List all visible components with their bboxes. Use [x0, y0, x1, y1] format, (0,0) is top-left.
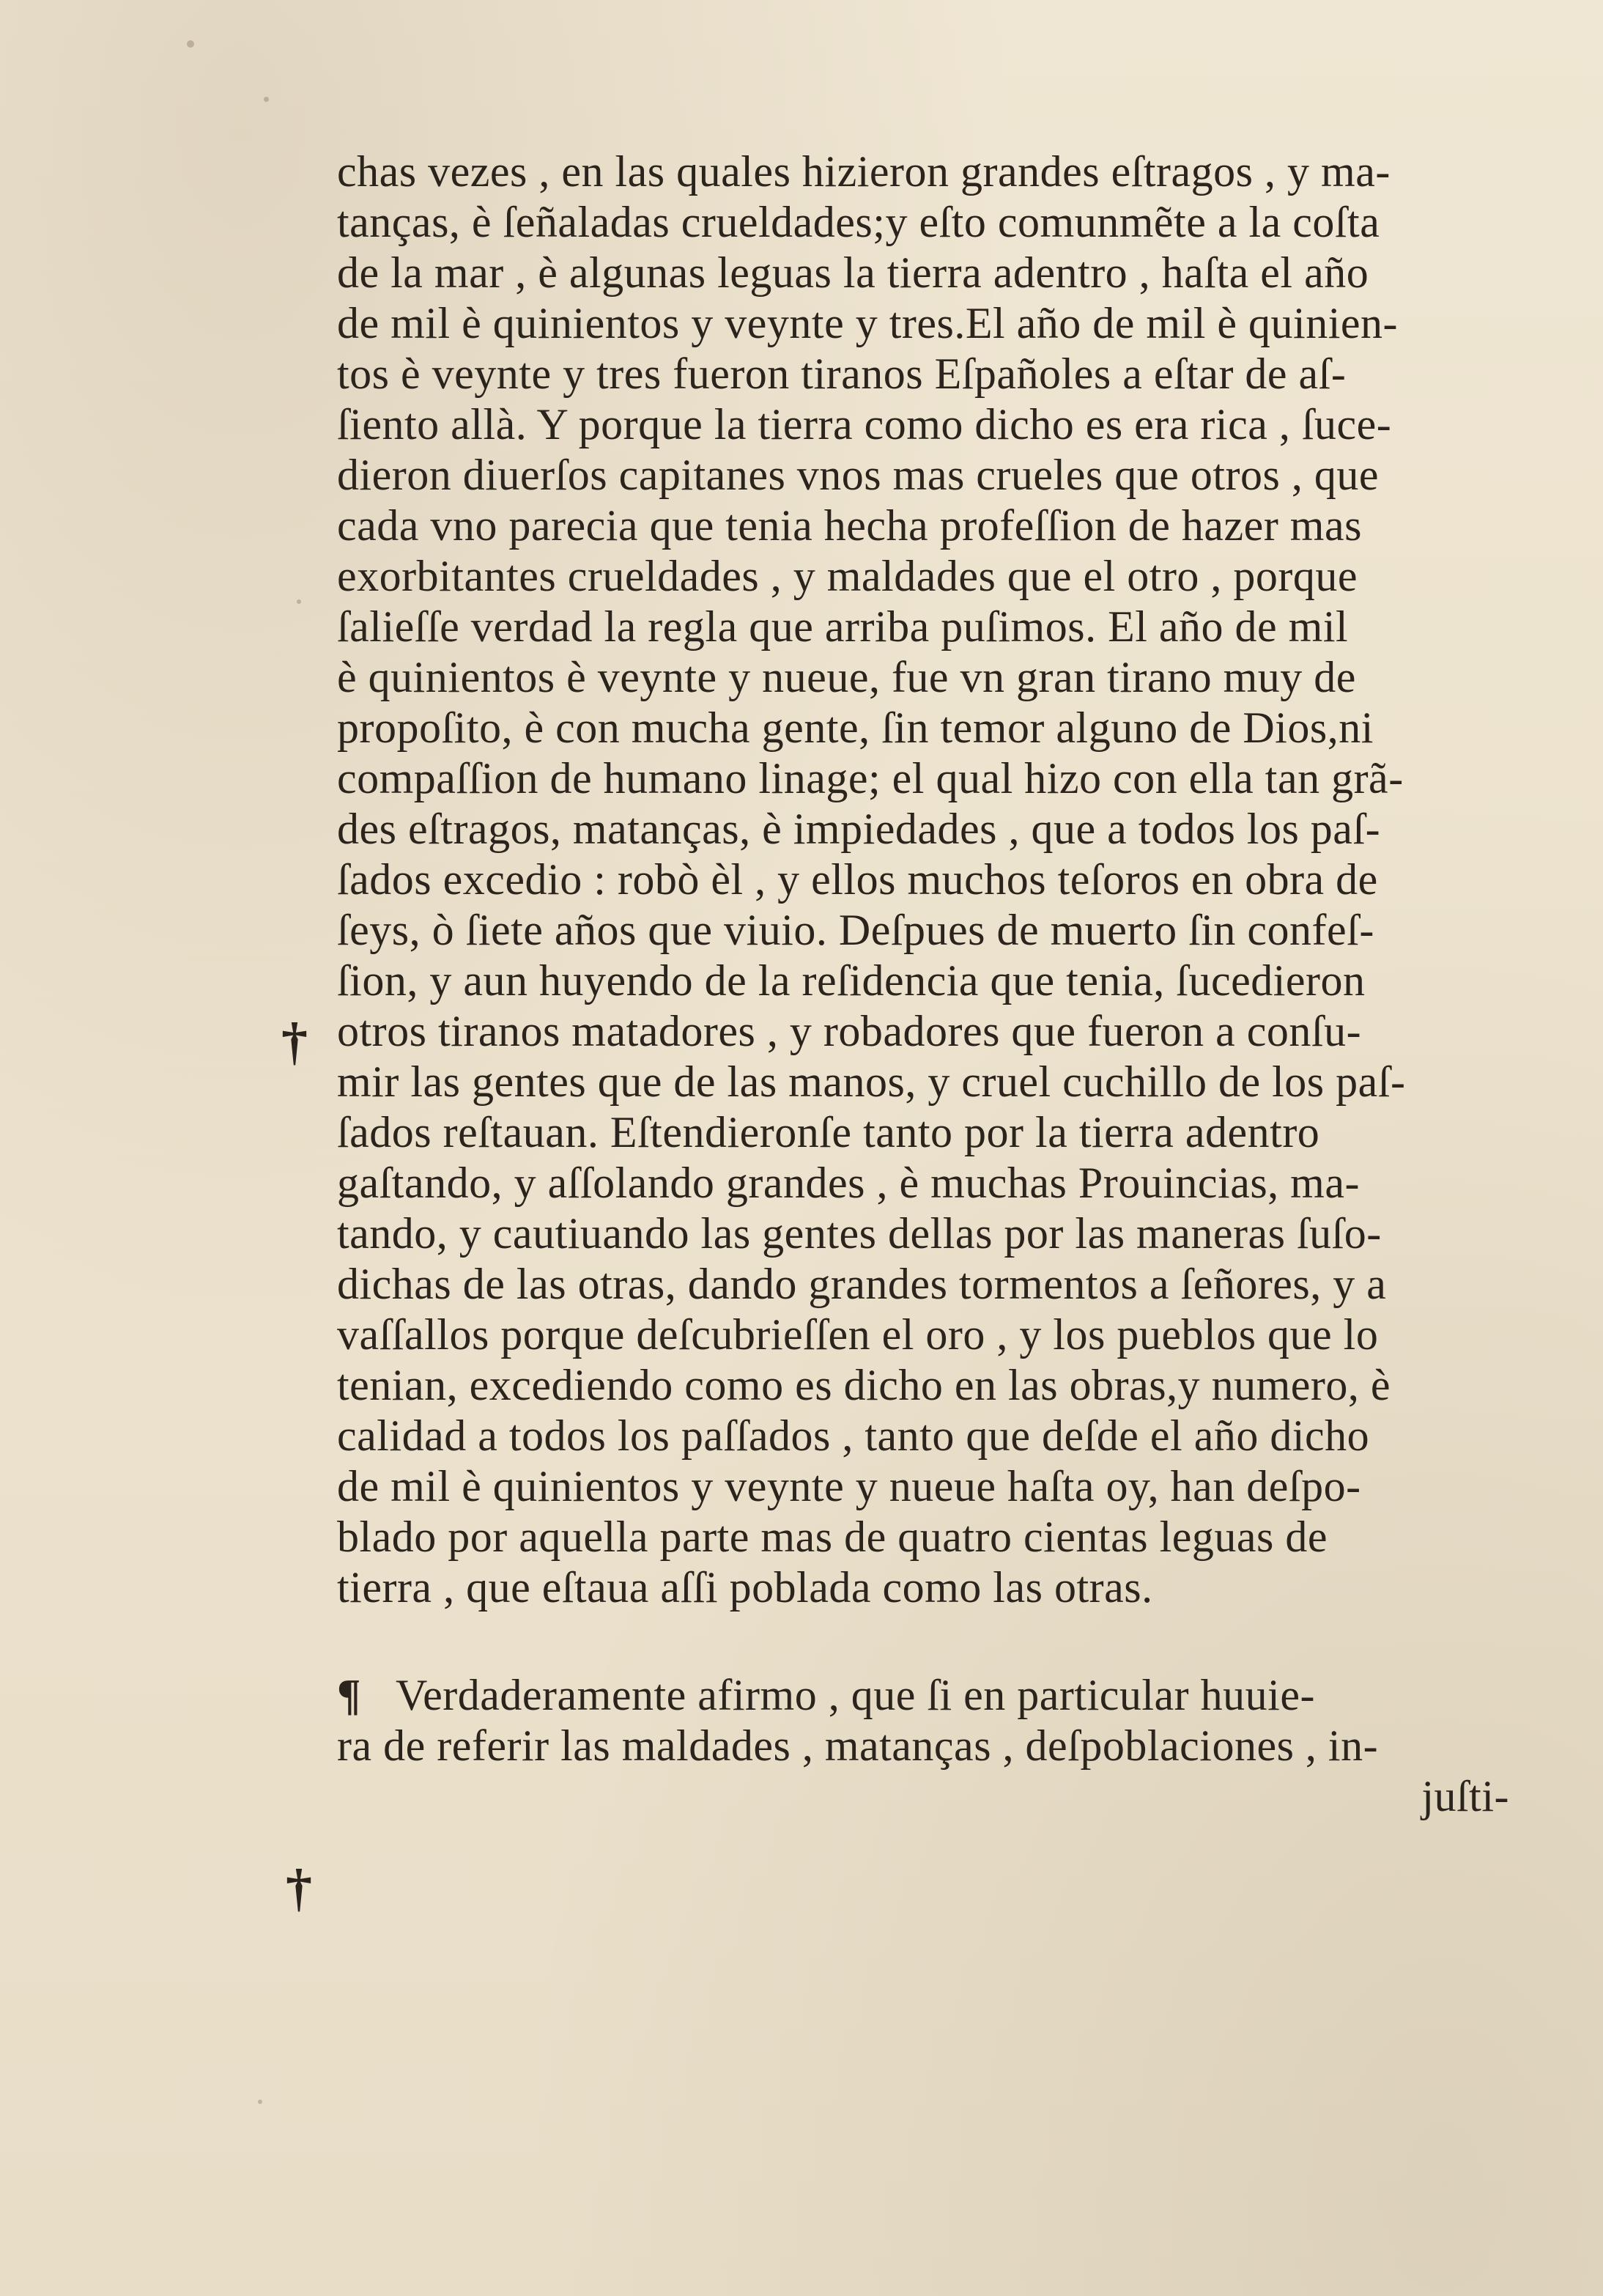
text-line: tanças, è ſeñaladas crueldades;y eſto comunmẽte a la coſta: [337, 198, 1380, 246]
text-line: otros tiranos matadores , y robadores que fueron a conſu-: [337, 1007, 1362, 1055]
text-line: ſiento allà. Y porque la tierra como dicho es era rica , ſuce-: [337, 400, 1392, 449]
paragraph-first-line: [337, 1670, 1553, 1721]
text-line: propoſito, è con mucha gente, ſin temor alguno de Dios,ni: [337, 704, 1374, 752]
text-line: de mil è quinientos y veynte y nueue haſta oy, han deſpo-: [337, 1462, 1361, 1510]
text-line: vaſſallos porque deſcubrieſſen el oro , y los pueblos que lo: [337, 1310, 1379, 1359]
body-text: [337, 147, 1553, 1822]
text-line: cada vno parecia que tenia hecha profeſſion de hazer mas: [337, 501, 1362, 550]
text-line: exorbitantes crueldades , y maldades que el otro , porque: [337, 552, 1358, 600]
text-line: calidad a todos los paſſados , tanto que deſde el año dicho: [337, 1411, 1370, 1460]
text-line: tos è veynte y tres fueron tiranos Eſpañoles a eſtar de aſ-: [337, 350, 1347, 398]
text-line: ſalieſſe verdad la regla que arriba puſimos. El año de mil: [337, 602, 1349, 651]
catchword: juſti-: [1421, 1772, 1509, 1820]
text-line: ſeys, ò ſiete años que viuio. Deſpues de muerto ſin confeſ-: [337, 906, 1374, 954]
paper-spot: [264, 97, 269, 102]
text-line: ra de referir las maldades , matanças , deſpoblaciones , in-: [337, 1721, 1379, 1770]
text-line: gaſtando, y aſſolando grandes , è muchas Prouincias, ma-: [337, 1159, 1360, 1207]
paper-spot: [297, 599, 301, 604]
text-line: ſados reſtauan. Eſtendieronſe tanto por la tierra adentro: [337, 1108, 1320, 1156]
text-line: de mil è quinientos y veynte y tres.El año de mil è quinien-: [337, 299, 1398, 347]
text-line: Verdaderamente afirmo , que ſi en particular huuie-: [396, 1671, 1315, 1719]
text-line: blado por aquella parte mas de quatro cientas leguas de: [337, 1513, 1328, 1561]
text-line: tierra , que eſtaua aſſi poblada como las otras.: [337, 1563, 1153, 1612]
text-line: tando, y cautiuando las gentes dellas por las maneras ſuſo-: [337, 1209, 1382, 1258]
text-line: è quinientos è veynte y nueue, fue vn gran tirano muy de: [337, 653, 1356, 701]
margin-cross-mark: †: [281, 1012, 308, 1071]
text-line: de la mar , è algunas leguas la tierra adentro , haſta el año: [337, 248, 1369, 297]
text-line: ſion, y aun huyendo de la reſidencia que tenia, ſucedieron: [337, 956, 1366, 1005]
text-line: tenian, excediendo como es dicho en las obras,y numero, è: [337, 1361, 1391, 1409]
text-line: des eſtragos, matanças, è impiedades , que a todos los paſ-: [337, 805, 1381, 853]
pilcrow-mark: ¶: [337, 1671, 361, 1719]
paper-spot: [187, 40, 194, 48]
text-line: compaſſion de humano linage; el qual hizo con ella tan grã-: [337, 754, 1404, 802]
paper-spot: [258, 2100, 262, 2104]
paragraph-gap: [337, 1613, 1553, 1670]
text-line: ſados excedio : robò èl , y ellos muchos teſoros en obra de: [337, 855, 1378, 904]
text-line: chas vezes , en las quales hizieron grandes eſtragos , y ma-: [337, 147, 1391, 196]
text-line: dichas de las otras, dando grandes tormentos a ſeñores, y a: [337, 1260, 1387, 1308]
text-line: mir las gentes que de las manos, y cruel cuchillo de los paſ-: [337, 1057, 1406, 1106]
margin-cross-mark: †: [286, 1858, 312, 1917]
text-line: dieron diuerſos capitanes vnos mas crueles que otros , que: [337, 451, 1379, 499]
